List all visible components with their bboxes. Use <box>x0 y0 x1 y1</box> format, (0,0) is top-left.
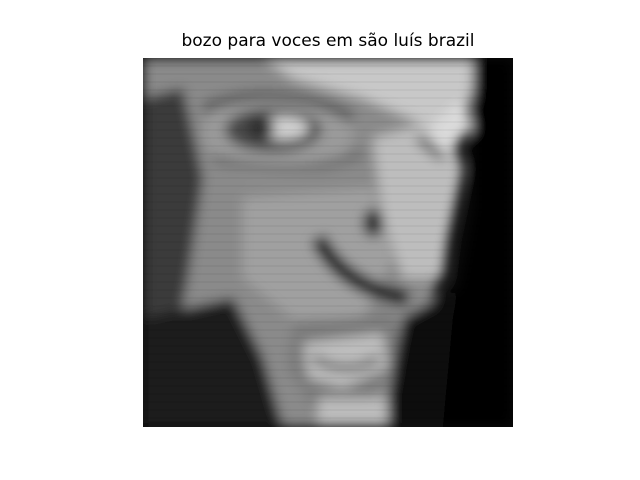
grayscale-face-image <box>143 58 513 427</box>
figure-title: bozo para voces em são luís brazil <box>181 31 475 51</box>
image-panel <box>143 58 513 427</box>
